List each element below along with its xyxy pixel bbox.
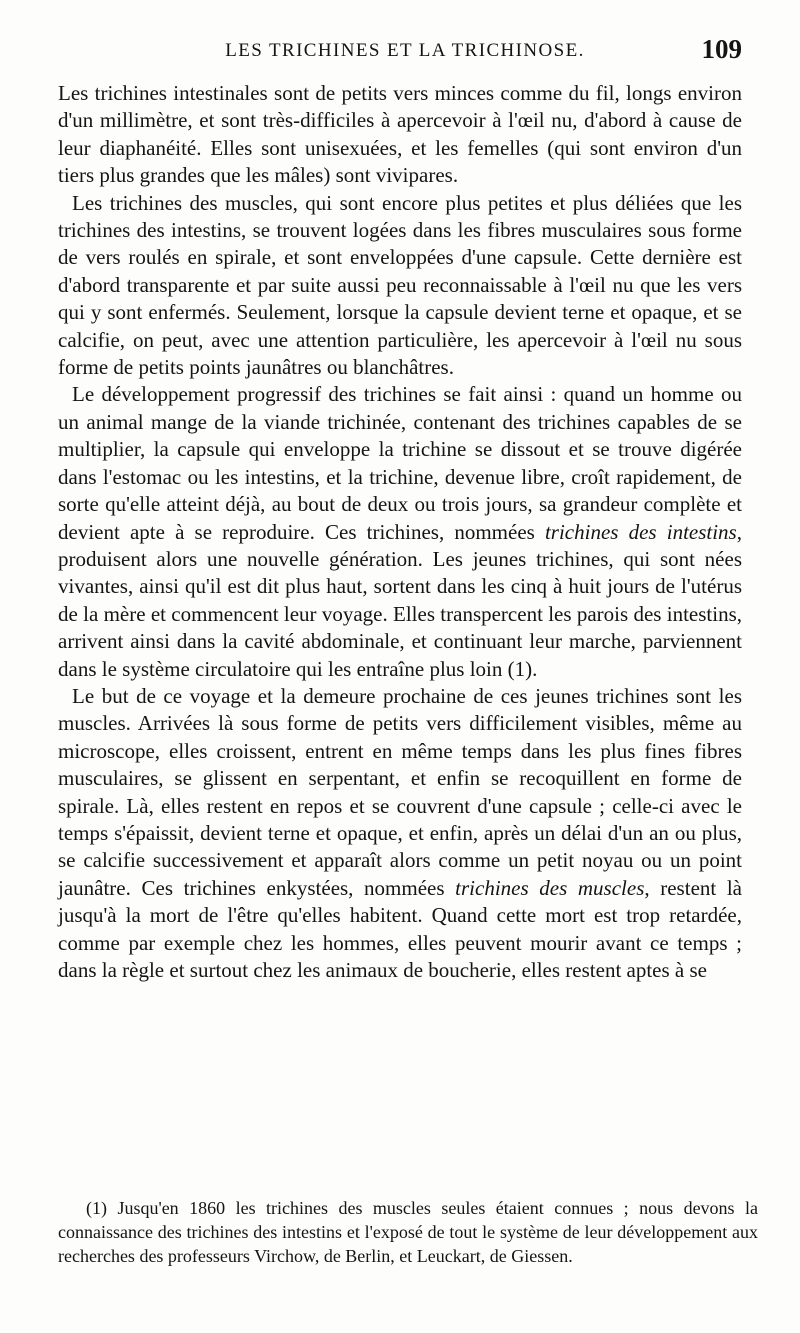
body-text: [58, 80, 742, 984]
page-header: [60, 34, 750, 70]
paragraph-development: [58, 381, 742, 682]
paragraph-muscle-trichinae: Les trichines des muscles, qui sont encore plus petites et plus déliées que les trichines des intestins, se trouvent logées dans les fibres musculaires sous forme de vers roulés en spirale, et sont enveloppées d'une capsule. Cette dernière est d'abord transparente et par suite aussi peu reconnaissable à l'œil nu que les vers qui y sont enfermés. Seulement, lorsque la capsule devient terne et opaque, et se calcifie, on peut, avec une attention particulière, les apercevoir à l'œil nu sous forme de petits points jaunâtres ou blanchâtres.: [58, 190, 742, 380]
footnote: [58, 1196, 758, 1268]
italic-term-muscles: trichines des muscles: [455, 875, 645, 900]
paragraph-voyage-part-1: Le but de ce voyage et la demeure prochaine de ces jeunes trichines sont les muscles. Arrivées là sous forme de petits vers difficilement visibles, même au microscope, elles croissent, entrent en même temps dans les plus fines fibres musculaires, se glissent en serpentant, et enfin se recoquillent en forme de spirale. Là, elles restent en repos et se couvrent d'une capsule ; celle-ci avec le temps s'épaissit, devient terne et opaque, et enfin, après un délai d'un an ou plus, se calcifie successivement et apparaît alors comme un petit noyau ou un point jaunâtre. Ces trichines enkystées, nommées: [58, 683, 742, 900]
page-number: 109: [701, 34, 742, 64]
paragraph-development-part-2: , produisent alors une nouvelle génération. Les jeunes trichines, qui sont nées vivantes, ainsi qu'il est dit plus haut, sortent dans les cinq à huit jours de l'utérus de la mère et commencent leur voyage. Elles transpercent les parois des intestins, arrivent ainsi dans la cavité abdominale, et continuant leur marche, parviennent dans le système circulatoire qui les entraîne plus loin (1).: [58, 519, 742, 681]
paragraph-intestinal-trichinae: Les trichines intestinales sont de petits vers minces comme du fil, longs environ d'un millimètre, et sont très-difficiles à apercevoir à l'œil nu, d'abord à cause de leur diaphanéité. Elles sont unisexuées, et les femelles (qui sont environ d'un tiers plus grandes que les mâles) sont vivipares.: [58, 81, 742, 188]
footnote-text: (1) Jusqu'en 1860 les trichines des muscles seules étaient connues ; nous devons la connaissance des trichines des intestins et l'exposé de tout le système de leur développement aux recherches des professeurs Virchow, de Berlin, et Leuckart, de Giessen.: [58, 1198, 758, 1266]
italic-term-intestinal: trichines des intestins: [544, 519, 737, 544]
paragraph-voyage: [58, 683, 742, 984]
running-title: LES TRICHINES ET LA TRICHINOSE.: [225, 40, 585, 61]
paragraph-voyage-part-2: , restent là jusqu'à la mort de l'être qu'elles habitent. Quand cette mort est trop retardée, comme par exemple chez les hommes, elles peuvent mourir avant ce temps ; dans la règle et surtout chez les animaux de boucherie, elles restent aptes à se: [58, 875, 742, 982]
paragraph-development-part-1: Le développement progressif des trichines se fait ainsi : quand un homme ou un animal mange de la viande trichinée, contenant des trichines capables de se multiplier, la capsule qui enveloppe la trichine se dissout et se trouve digérée dans l'estomac ou les intestins, et la trichine, devenue libre, croît rapidement, de sorte qu'elle atteint déjà, au bout de deux ou trois jours, sa grandeur complète et devient apte à se reproduire. Ces trichines, nommées: [58, 382, 742, 544]
